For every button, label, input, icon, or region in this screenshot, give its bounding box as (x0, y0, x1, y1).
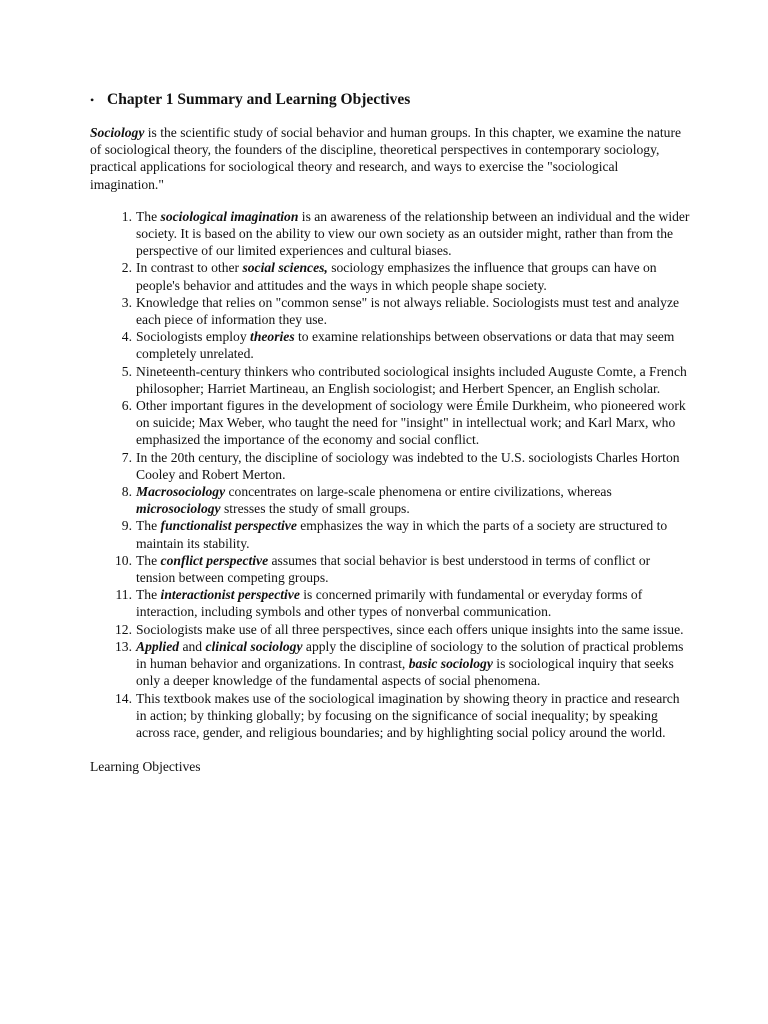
list-item-text: apply the discipline of sociology to the solution of practical problems in human behavior and organizations. In contrast, (136, 638, 684, 672)
list-item-text: stresses the study of small groups. (220, 501, 410, 517)
key-term: social sciences, (242, 260, 328, 276)
document-page (90, 90, 690, 775)
list-item-text: The (136, 518, 161, 534)
key-term: basic sociology (408, 656, 493, 672)
list-item-text: Knowledge that relies on "common sense" is not always reliable. Sociologists must test and analyze each piece of information they use. (136, 294, 680, 328)
list-item-text: In contrast to other (136, 260, 243, 276)
list-item-text: The (136, 208, 161, 224)
summary-list (90, 208, 690, 741)
list-item-number: 1. (121, 208, 132, 224)
key-term: microsociology (136, 501, 221, 517)
list-item-number: 2. (121, 260, 132, 276)
learning-objectives-label: Learning Objectives (90, 759, 201, 775)
list-item-text: Sociologists make use of all three perspectives, since each offers unique insights into the same issue. (136, 621, 684, 637)
list-item (90, 208, 690, 260)
list-item (90, 328, 690, 362)
list-item (90, 294, 690, 328)
list-item-text: emphasizes the way in which the parts of a society are structured to maintain its stability. (136, 518, 668, 551)
list-item-text: This textbook makes use of the sociological imagination by showing theory in practice and research in action; by thinking globally; by focusing on the significance of social inequality; by speaking across race, gender, and religious boundaries; and by highlighting social policy around the world. (136, 690, 680, 740)
list-item (90, 483, 690, 517)
list-item-text: sociology emphasizes the influence that groups can have on people's behavior and attitudes and the ways in which people shape society. (136, 260, 657, 293)
list-item-number: 13. (115, 638, 132, 654)
list-item-number: 3. (121, 294, 132, 310)
key-term: sociological imagination (160, 208, 299, 224)
list-item-number: 9. (121, 518, 132, 534)
key-term: interactionist perspective (160, 587, 300, 603)
key-term: Applied (136, 638, 180, 654)
intro-paragraph (90, 124, 690, 193)
list-item (90, 397, 690, 449)
list-item-text: and (179, 638, 206, 654)
list-item (90, 621, 690, 638)
list-item-text: The (136, 587, 161, 603)
list-item (90, 517, 690, 551)
intro-text: is the scientific study of social behavior and human groups. In this chapter, we examine the nature of sociological theory, the founders of the discipline, theoretical perspectives in contemporary sociology, practical applications for sociological theory and research, and ways to exercise the "sociological imagination." (90, 125, 682, 192)
list-item-text: assumes that social behavior is best understood in terms of conflict or tension between competing groups. (136, 552, 651, 586)
list-item-text: Sociologists employ (136, 329, 251, 345)
key-term: theories (250, 329, 295, 345)
list-item-number: 5. (121, 363, 132, 379)
list-item-text: is sociological inquiry that seeks only a deeper knowledge of the fundamental aspects of social phenomena. (136, 656, 674, 689)
list-item-number: 6. (121, 398, 132, 414)
list-item (90, 586, 690, 620)
list-item-number: 4. (121, 329, 132, 345)
chapter-heading-text: Chapter 1 Summary and Learning Objectives (107, 91, 411, 108)
key-term: functionalist perspective (160, 518, 297, 534)
list-item (90, 552, 690, 586)
list-item-number: 8. (121, 484, 132, 500)
bullet-icon: • (90, 93, 95, 107)
intro-term: Sociology (90, 125, 145, 140)
key-term: conflict perspective (160, 552, 269, 568)
list-item (90, 638, 690, 690)
list-item (90, 259, 690, 293)
list-item-number: 12. (115, 621, 132, 637)
list-item-number: 7. (121, 449, 132, 465)
list-item-text: Other important figures in the development of sociology were Émile Durkheim, who pioneered work on suicide; Max Weber, who taught the need for "insight" in intellectual work; and Karl Marx, who emphasized the importance of the economy and social conflict. (136, 398, 686, 448)
list-item-number: 10. (115, 552, 132, 568)
key-term: clinical sociology (205, 638, 303, 654)
list-item (90, 449, 690, 483)
list-item-text: Nineteenth-century thinkers who contributed sociological insights included Auguste Comte, a French philosopher; Harriet Martineau, an English sociologist; and Herbert Spencer, an English scholar. (136, 363, 687, 396)
list-item-text: is an awareness of the relationship between an individual and the wider society. It is based on the ability to view our own society as an outsider might, rather than from the perspective of our limited experiences and cultural biases. (136, 208, 690, 259)
list-item-text: concentrates on large-scale phenomena or entire civilizations, whereas (225, 484, 612, 500)
list-item (90, 363, 690, 397)
list-item-text: The (136, 552, 161, 568)
list-item-text: to examine relationships between observations or data that may seem completely unrelated. (136, 329, 675, 362)
list-item-number: 14. (115, 690, 132, 706)
list-item (90, 690, 690, 742)
key-term: Macrosociology (136, 484, 226, 500)
list-item-text: In the 20th century, the discipline of sociology was indebted to the U.S. sociologists Charles Horton Cooley and Robert Merton. (136, 449, 680, 482)
chapter-heading (90, 90, 690, 110)
list-item-number: 11. (115, 587, 132, 603)
list-item-text: is concerned primarily with fundamental or everyday forms of interaction, including symbols and other types of nonverbal communication. (136, 587, 643, 620)
